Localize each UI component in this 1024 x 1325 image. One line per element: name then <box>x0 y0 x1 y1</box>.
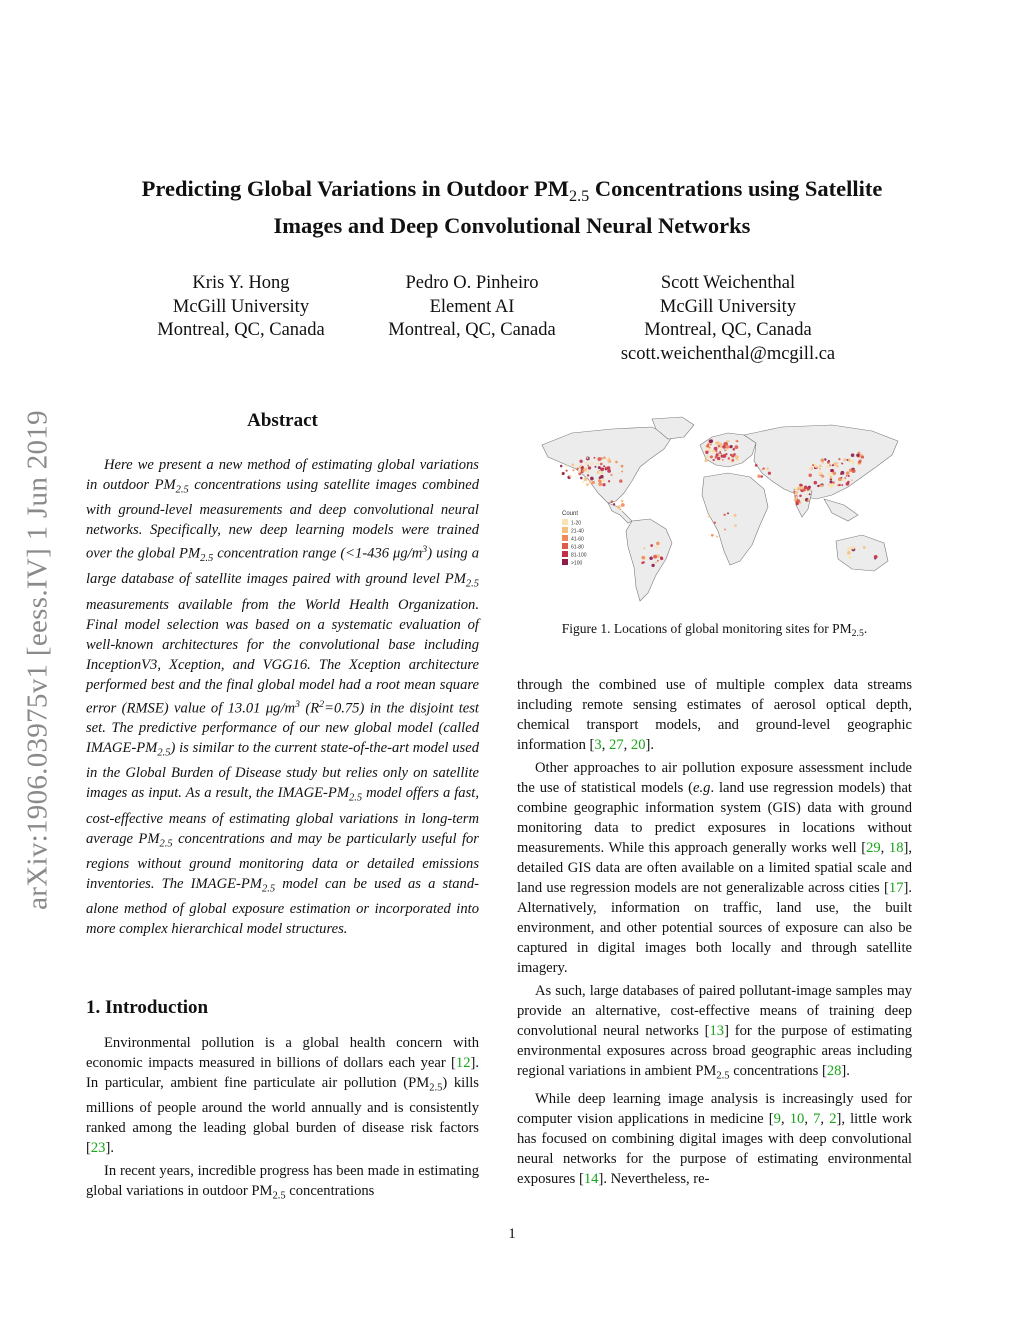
monitoring-site-dot <box>768 472 771 475</box>
monitoring-site-dot <box>603 465 605 467</box>
monitoring-site-dot <box>596 462 599 465</box>
monitoring-site-dot <box>852 463 854 465</box>
citation-link[interactable]: 29 <box>866 840 881 856</box>
author-location: Montreal, QC, Canada <box>388 320 556 340</box>
monitoring-site-dot <box>582 481 584 483</box>
monitoring-site-dot <box>586 483 589 486</box>
monitoring-site-dot <box>817 485 819 487</box>
monitoring-site-dot <box>578 466 580 468</box>
monitoring-site-dot <box>837 484 839 486</box>
author-block-1 <box>141 272 341 343</box>
citation-link[interactable]: 17 <box>888 880 904 896</box>
title-line-2: Images and Deep Convolutional Neural Networks <box>273 213 751 239</box>
citation-link[interactable]: 9 <box>773 1111 781 1128</box>
monitoring-site-dot <box>828 460 830 462</box>
monitoring-site-dot <box>574 466 576 468</box>
monitoring-site-dot <box>579 460 582 463</box>
monitoring-site-dot <box>595 466 597 468</box>
monitoring-site-dot <box>580 477 583 480</box>
monitoring-site-dot <box>719 444 723 448</box>
monitoring-site-dot <box>621 465 624 468</box>
author-affiliation: McGill University <box>172 296 310 317</box>
citation-link[interactable]: 3 <box>594 737 602 753</box>
monitoring-site-dot <box>589 480 592 483</box>
figure-caption: Figure 1. Locations of global monitoring sites for $PM_{2.5}$. <box>561 621 868 640</box>
monitoring-site-dot <box>641 556 645 560</box>
citation-link[interactable]: 10 <box>789 1111 805 1128</box>
monitoring-site-dot <box>565 465 568 468</box>
monitoring-site-dot <box>727 440 729 442</box>
monitoring-site-dot <box>728 457 731 460</box>
monitoring-site-dot <box>851 459 855 463</box>
author-block-3 <box>608 272 848 366</box>
monitoring-site-dot <box>847 547 851 551</box>
monitoring-site-dot <box>655 562 657 564</box>
monitoring-site-dot <box>660 557 663 560</box>
monitoring-site-dot <box>796 502 799 505</box>
monitoring-site-dot <box>653 555 657 559</box>
monitoring-site-dot <box>838 477 842 481</box>
author-name: Scott Weichenthal <box>660 273 796 293</box>
monitoring-site-dot <box>843 458 846 461</box>
monitoring-site-dot <box>607 466 610 469</box>
monitoring-site-dot <box>578 470 581 473</box>
monitoring-site-dot <box>814 465 817 468</box>
right-paragraph-3: As such, large databases of paired pollutant-image samples may provide an alternative, cost-effective means of training deep convolutional neural networks [13] for the purpose of estimating environmental exposures across broad geographic areas including regional variations in ambient $PM_{2.5}$ concentrations [28]. <box>517 983 912 1082</box>
monitoring-site-dot <box>807 499 809 501</box>
arxiv-identifier: arXiv:1906.03975v1 [eess.IV] 1 Jun 2019 <box>21 410 54 910</box>
legend-swatch <box>562 535 568 541</box>
monitoring-site-dot <box>808 473 812 477</box>
monitoring-site-dot <box>585 462 588 465</box>
monitoring-site-dot <box>846 482 850 486</box>
monitoring-site-dot <box>795 488 797 490</box>
monitoring-site-dot <box>819 465 822 468</box>
monitoring-site-dot <box>602 478 606 482</box>
intro-paragraph-1: Environmental pollution is a global health concern with economic impacts measured in billions of dollars each year [12]. In particular, ambient fine particulate air pollution $(PM_{2.5})$ kills millions of people around the world annually and is consistently ranked among the leading global burden of disease risk factors [23]. <box>86 1035 479 1157</box>
monitoring-site-dot <box>716 450 718 452</box>
monitoring-site-dot <box>569 475 572 478</box>
author-name: Kris Y. Hong <box>192 273 290 293</box>
author-email[interactable]: scott.weichenthal@mcgill.ca <box>620 343 836 364</box>
monitoring-site-dot <box>852 469 856 473</box>
monitoring-site-dot <box>621 503 625 507</box>
monitoring-site-dot <box>842 478 845 481</box>
monitoring-site-dot <box>610 474 612 476</box>
monitoring-site-dot <box>830 476 833 479</box>
monitoring-site-dot <box>760 475 763 478</box>
monitoring-site-dot <box>826 465 829 468</box>
monitoring-site-dot <box>809 467 812 470</box>
monitoring-site-dot <box>836 465 839 468</box>
monitoring-site-dot <box>592 481 595 484</box>
monitoring-site-dot <box>829 472 832 475</box>
monitoring-site-dot <box>832 481 834 483</box>
monitoring-site-dot <box>848 475 850 477</box>
monitoring-site-dot <box>603 456 606 459</box>
monitoring-site-dot <box>586 457 588 459</box>
monitoring-site-dot <box>762 468 764 470</box>
citation-link[interactable]: 14 <box>583 1171 599 1188</box>
monitoring-site-dot <box>620 510 622 512</box>
monitoring-site-dot <box>736 460 738 462</box>
monitoring-site-dot <box>827 473 829 475</box>
monitoring-site-dot <box>722 445 726 449</box>
monitoring-site-dot <box>793 491 795 493</box>
monitoring-site-dot <box>562 472 565 475</box>
monitoring-site-dot <box>657 560 659 562</box>
monitoring-site-dot <box>724 528 726 530</box>
monitoring-site-dot <box>799 495 802 498</box>
monitoring-site-dot <box>802 498 805 501</box>
author-block-2 <box>372 272 572 343</box>
monitoring-site-dot <box>795 496 797 498</box>
monitoring-site-dot <box>709 516 711 518</box>
monitoring-site-dot <box>856 454 859 457</box>
monitoring-site-dot <box>723 514 725 516</box>
monitoring-site-dot <box>821 459 824 462</box>
monitoring-site-dot <box>821 485 824 488</box>
monitoring-site-dot <box>707 443 709 445</box>
monitoring-site-dot <box>650 544 653 547</box>
monitoring-site-dot <box>846 459 848 461</box>
monitoring-site-dot <box>598 466 601 469</box>
monitoring-site-dot <box>847 551 851 555</box>
monitoring-site-dot <box>840 471 844 475</box>
author-affiliation: Element AI <box>429 296 515 317</box>
monitoring-site-dot <box>605 468 607 470</box>
monitoring-site-dot <box>709 447 711 449</box>
monitoring-site-dot <box>720 448 723 451</box>
monitoring-site-dot <box>621 470 623 472</box>
monitoring-site-dot <box>731 454 734 457</box>
monitoring-site-dot <box>819 468 821 470</box>
monitoring-site-dot <box>717 457 720 460</box>
monitoring-site-dot <box>851 546 855 550</box>
monitoring-site-dot <box>602 483 605 486</box>
monitoring-site-dot <box>723 454 727 458</box>
monitoring-site-dot <box>812 464 814 466</box>
monitoring-site-dot <box>861 455 864 458</box>
monitoring-site-dot <box>732 448 735 451</box>
monitoring-site-dot <box>800 486 804 490</box>
monitoring-site-dot <box>829 480 832 483</box>
legend-swatch <box>562 551 568 557</box>
monitoring-site-dot <box>732 459 735 462</box>
monitoring-site-dot <box>713 450 715 452</box>
monitoring-site-dot <box>576 468 578 470</box>
monitoring-site-dot <box>719 451 721 453</box>
monitoring-site-dot <box>590 462 593 465</box>
monitoring-site-dot <box>832 464 834 466</box>
legend-label: 41-60 <box>571 536 584 543</box>
monitoring-site-dot <box>734 514 737 517</box>
monitoring-site-dot <box>705 455 709 459</box>
right-column-body <box>517 675 912 1189</box>
monitoring-site-dot <box>724 442 728 446</box>
author-affiliation: McGill University <box>659 296 797 317</box>
legend-swatch <box>562 527 568 533</box>
monitoring-site-dot <box>722 459 724 461</box>
monitoring-site-dot <box>600 463 603 466</box>
monitoring-site-dot <box>729 445 732 448</box>
citation-link[interactable]: 13 <box>709 1023 725 1039</box>
monitoring-site-dot <box>710 443 712 445</box>
legend-label: 21-40 <box>571 528 584 535</box>
monitoring-site-dot <box>649 557 653 561</box>
monitoring-site-dot <box>613 503 615 505</box>
citation-link[interactable]: 7 <box>813 1111 821 1128</box>
monitoring-site-dot <box>861 454 863 456</box>
monitoring-site-dot <box>734 524 737 527</box>
title-line-1: Predicting Global Variations in Outdoor $PM_{2.5}$ Concentrations using Satellite <box>141 176 883 206</box>
monitoring-site-dot <box>566 470 568 472</box>
monitoring-site-dot <box>572 469 574 471</box>
monitoring-site-dot <box>587 474 589 476</box>
monitoring-site-dot <box>617 505 621 509</box>
monitoring-site-dot <box>600 475 604 479</box>
monitoring-site-dot <box>651 564 654 567</box>
monitoring-site-dot <box>656 542 660 546</box>
abstract-body: Here we present a new method of estimating global variations in outdoor $PM_{2.5}$ concentrations using satellite images combined with ground-level measurements and deep convolutional neural networks. Specifically, new deep learning models were trained over the global $PM_{2.5}$ concentration range (<1-436 $\mu g/m^3$) using a large database of satellite images paired with ground level $PM_{2.5}$ measurements available from the World Health Organization. Final model selection was based on a systematic evaluation of well-known architectures for the convolutional base including InceptionV3, Xception, and VGG16. The Xception architecture performed best and the final global model had a root mean square error (RMSE) value of 13.01 $\mu g/m^3$ $(R^2=0.75)$ in the disjoint test set. The predictive performance of our new global model (called IMAGE-$PM_{2.5}$) is similar to the current state-of-the-art model used in the Global Burden of Disease study but relies only on satellite images as input. As a result, the IMAGE-$PM_{2.5}$ model offers a fast, cost-effective means of estimating global variations in long-term average $PM_{2.5}$ concentrations and may be particularly useful for regions without ground monitoring data or detailed emissions inventories. The IMAGE-$PM_{2.5}$ model can be used as a stand-alone method of global exposure estimation or incorporated into more complex hierarchical model structures. <box>86 457 480 938</box>
monitoring-site-dot <box>578 472 581 475</box>
monitoring-site-dot <box>710 455 713 458</box>
monitoring-site-dot <box>655 545 658 548</box>
monitoring-site-dot <box>588 466 591 469</box>
monitoring-site-dot <box>714 460 716 462</box>
monitoring-site-dot <box>809 493 811 495</box>
monitoring-site-dot <box>801 484 803 486</box>
legend-title: Count <box>562 511 579 517</box>
monitoring-site-dot <box>705 459 708 462</box>
monitoring-site-dot <box>598 482 602 486</box>
monitoring-site-dot <box>874 558 876 560</box>
monitoring-site-dot <box>809 490 811 492</box>
monitoring-site-dot <box>716 445 718 447</box>
monitoring-site-dot <box>590 477 594 481</box>
monitoring-site-dot <box>643 547 645 549</box>
monitoring-site-dot <box>618 472 620 474</box>
introduction-body <box>86 1033 479 1207</box>
monitoring-site-dot <box>608 480 610 482</box>
author-location: Montreal, QC, Canada <box>644 320 812 340</box>
monitoring-site-dot <box>824 458 826 460</box>
citation-link[interactable]: 2 <box>829 1111 837 1128</box>
monitoring-site-dot <box>715 441 718 444</box>
monitoring-site-dot <box>580 465 582 467</box>
monitoring-site-dot <box>587 465 589 467</box>
monitoring-site-dot <box>846 471 850 475</box>
legend-label: 61-80 <box>571 544 584 551</box>
citation-link[interactable]: 12 <box>455 1055 471 1071</box>
monitoring-site-dot <box>615 461 618 464</box>
right-paragraph-2: Other approaches to air pollution exposure assessment include the use of statistical models (e.g. land use regression models) that combine geographic information system (GIS) data with ground monitoring data to predict exposures in locations without measurements. While this approach generally works well [29, 18], detailed GIS data are often available on a limited spatial scale and land use regression models are not generalizable across cities [17]. Alternatively, information on traffic, land use, the built environment, and other potential sources of exposure can also be captured in digital images both locally and through satellite imagery. <box>517 760 913 976</box>
monitoring-site-dot <box>598 471 602 475</box>
monitoring-site-dot <box>735 445 739 449</box>
citation-link[interactable]: 28 <box>826 1063 842 1079</box>
author-location: Montreal, QC, Canada <box>157 320 325 340</box>
monitoring-site-dot <box>848 556 851 559</box>
monitoring-site-dot <box>829 464 831 466</box>
monitoring-site-dot <box>851 453 855 457</box>
monitoring-site-dot <box>859 460 862 463</box>
monitoring-site-dot <box>838 458 840 460</box>
monitoring-site-dot <box>582 470 585 473</box>
monitoring-site-dot <box>841 484 843 486</box>
abstract-heading: Abstract <box>247 410 318 431</box>
citation-link[interactable]: 20 <box>630 737 646 753</box>
monitoring-site-dot <box>705 451 708 454</box>
legend-label: 81-100 <box>571 552 587 559</box>
monitoring-site-dot <box>736 440 738 442</box>
monitoring-site-dot <box>851 479 853 481</box>
monitoring-site-dot <box>610 500 613 503</box>
monitoring-site-dot <box>594 457 596 459</box>
monitoring-site-dot <box>715 454 718 457</box>
right-paragraph-1: through the combined use of multiple complex data streams including remote sensing estimates of aerosol optical depth, chemical transport models, and ground-level geographic information [3, 27, 20]. <box>517 677 912 753</box>
monitoring-site-dot <box>607 460 610 463</box>
paper-title <box>80 174 944 240</box>
monitoring-site-dot <box>766 469 768 471</box>
monitoring-site-dot <box>836 462 838 464</box>
monitoring-site-dot <box>588 471 591 474</box>
monitoring-site-dot <box>621 500 624 503</box>
monitoring-site-dot <box>757 475 760 478</box>
legend-swatch <box>562 519 568 525</box>
monitoring-site-dot <box>641 562 643 564</box>
monitoring-site-dot <box>600 468 604 472</box>
monitoring-site-dot <box>597 457 601 461</box>
monitoring-site-dot <box>619 479 622 482</box>
monitoring-site-dot <box>755 464 758 467</box>
monitoring-site-dot <box>846 475 848 477</box>
monitoring-site-dot <box>572 463 575 466</box>
legend-label: >100 <box>571 560 583 567</box>
monitoring-site-dot <box>829 483 832 486</box>
monitoring-site-dot <box>820 479 822 481</box>
monitoring-site-dot <box>714 521 716 523</box>
right-paragraph-4: While deep learning image analysis is increasingly used for computer vision applications in medicine [9, 10, 7, 2], little work has focused on combining digital images with deep convolutional neural networks for the purpose of estimating environmental exposures [14]. Nevertheless, re- <box>517 1091 912 1188</box>
citation-link[interactable]: 18 <box>888 840 904 856</box>
intro-paragraph-2: In recent years, incredible progress has been made in estimating global variations in outdoor $PM_{2.5}$ concentrations <box>86 1163 479 1202</box>
monitoring-site-dot <box>841 462 843 464</box>
monitoring-site-dot <box>727 512 729 514</box>
monitoring-site-dot <box>830 469 833 472</box>
world-monitoring-sites-map <box>532 415 910 610</box>
citation-link[interactable]: 23 <box>90 1140 106 1157</box>
monitoring-site-dot <box>818 471 822 475</box>
legend-label: 1-20 <box>571 520 582 527</box>
monitoring-site-dot <box>716 535 718 537</box>
monitoring-site-dot <box>814 481 818 485</box>
monitoring-site-dot <box>709 440 712 443</box>
page-number: 1 <box>508 1226 516 1242</box>
legend-swatch <box>562 543 568 549</box>
monitoring-site-dot <box>863 546 866 549</box>
citation-link[interactable]: 27 <box>609 737 624 753</box>
author-name: Pedro O. Pinheiro <box>405 273 539 293</box>
monitoring-site-dot <box>560 465 563 468</box>
monitoring-site-dot <box>711 534 714 537</box>
monitoring-site-dot <box>584 477 588 481</box>
legend-swatch <box>562 559 568 565</box>
introduction-heading: 1. Introduction <box>86 997 209 1018</box>
